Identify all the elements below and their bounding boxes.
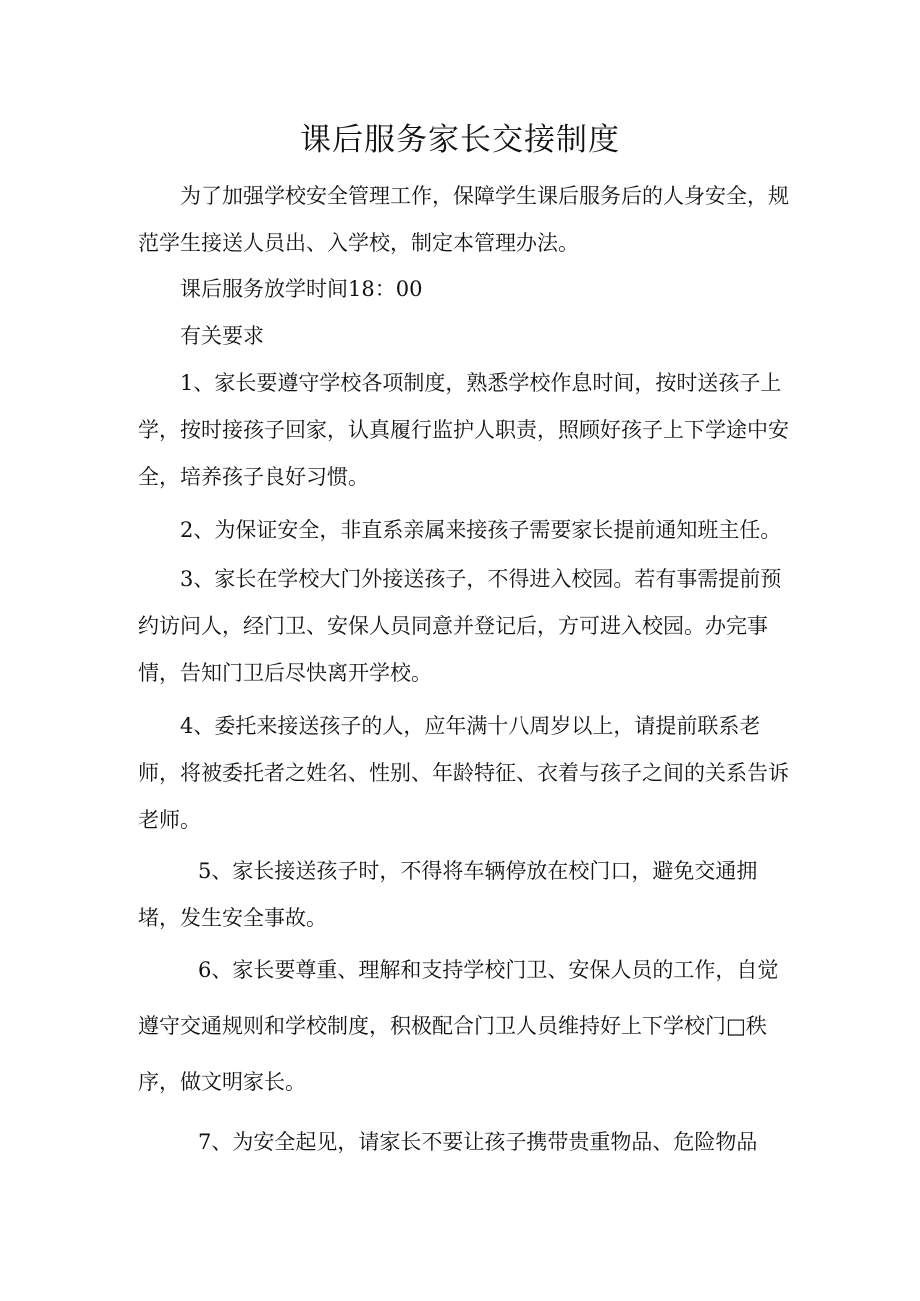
dismissal-time-paragraph: 课后服务放学时间18：00 (180, 277, 423, 301)
rule-2-paragraph: 2、为保证安全，非直系亲属来接孩子需要家长提前通知班主任。 (180, 518, 782, 542)
intro-paragraph: 为了加强学校安全管理工作，保障学生课后服务后的人身安全，规范学生接送人员出、入学校，制定本管理办法。 (138, 184, 789, 255)
rule-3-paragraph: 3、家长在学校大门外接送孩子，不得进入校园。若有事需提前预约访问人，经门卫、安保人员同意并登记后，方可进入校园。办完事情，告知门卫后尽快离开学校。 (138, 567, 782, 685)
document-title: 课后服务家长交接制度 (300, 122, 620, 158)
rule-1-paragraph: 1、家长要遵守学校各项制度，熟悉学校作息时间，按时送孩子上学，按时接孩子回家，认真履行监护人职责，照顾好孩子上下学途中安全，培养孩子良好习惯。 (138, 371, 789, 489)
rule-7-paragraph: 7、为安全起见，请家长不要让孩子携带贵重物品、危险物品 (198, 1130, 758, 1154)
rule-5-paragraph: 5、家长接送孩子时，不得将车辆停放在校门口，避免交通拥堵，发生安全事故。 (138, 859, 758, 930)
requirements-heading: 有关要求 (180, 324, 264, 348)
rule-6-paragraph: 6、家长要尊重、理解和支持学校门卫、安保人员的工作，自觉遵守交通规则和学校制度，积极配合门卫人员维持好上下学校门□秩序，做文明家长。 (138, 958, 779, 1094)
rule-4-paragraph: 4、委托来接送孩子的人，应年满十八周岁以上，请提前联系老师，将被委托者之姓名、性别、年龄特征、衣着与孩子之间的关系告诉老师。 (138, 714, 789, 832)
